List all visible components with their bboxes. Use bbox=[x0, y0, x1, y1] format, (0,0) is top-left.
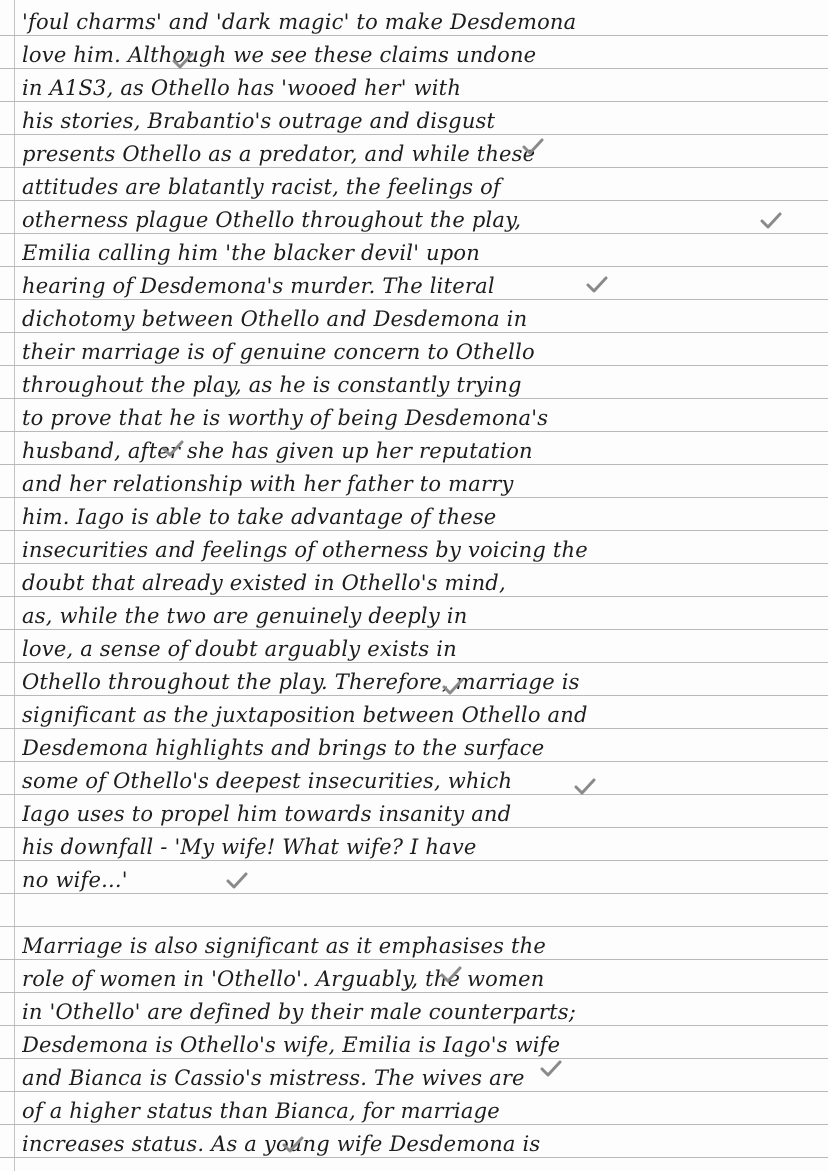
text-line-12: throughout the play, as he is constantly trying bbox=[22, 373, 522, 397]
text-line-23: Desdemona highlights and brings to the surface bbox=[22, 736, 545, 760]
check-mark-icon bbox=[540, 1060, 562, 1078]
text-line-26: his downfall - 'My wife! What wife? I have bbox=[22, 835, 477, 859]
text-line-10: dichotomy between Othello and Desdemona in bbox=[22, 307, 528, 331]
text-line-5: presents Othello as a predator, and while these bbox=[22, 142, 536, 166]
text-line-29: Marriage is also significant as it emphasises the bbox=[22, 934, 546, 958]
text-line-3: in A1S3, as Othello has 'wooed her' with bbox=[22, 76, 462, 100]
check-mark-icon bbox=[586, 276, 608, 294]
check-mark-icon bbox=[760, 212, 782, 230]
text-line-1: 'foul charms' and 'dark magic' to make Desdemona bbox=[22, 10, 577, 34]
margin-line bbox=[14, 0, 15, 1171]
text-line-25: Iago uses to propel him towards insanity and bbox=[22, 802, 512, 826]
check-mark-icon bbox=[522, 138, 544, 156]
text-line-28 bbox=[22, 897, 822, 929]
check-mark-icon bbox=[574, 778, 596, 796]
text-line-35: increases status. As a young wife Desdemona is bbox=[22, 1132, 541, 1156]
text-line-8: Emilia calling him 'the blacker devil' upon bbox=[22, 241, 480, 265]
text-line-21: Othello throughout the play. Therefore, marriage is bbox=[22, 670, 580, 694]
text-line-15: and her relationship with her father to marry bbox=[22, 472, 514, 496]
text-line-19: as, while the two are genuinely deeply in bbox=[22, 604, 468, 628]
text-line-32: Desdemona is Othello's wife, Emilia is Iago's wife bbox=[22, 1033, 561, 1057]
text-line-7: otherness plague Othello throughout the play, bbox=[22, 208, 522, 232]
check-mark-icon bbox=[282, 1136, 304, 1154]
text-line-14: husband, after she has given up her reputation bbox=[22, 439, 533, 463]
text-line-6: attitudes are blatantly racist, the feelings of bbox=[22, 175, 501, 199]
text-line-13: to prove that he is worthy of being Desdemona's bbox=[22, 406, 549, 430]
text-line-34: of a higher status than Bianca, for marriage bbox=[22, 1099, 500, 1123]
text-line-22: significant as the juxtaposition between Othello and bbox=[22, 703, 588, 727]
check-mark-icon bbox=[172, 52, 194, 70]
text-line-4: his stories, Brabantio's outrage and disgust bbox=[22, 109, 496, 133]
text-line-2: love him. Although we see these claims undone bbox=[22, 43, 537, 67]
check-mark-icon bbox=[162, 440, 184, 458]
text-line-31: in 'Othello' are defined by their male counterparts; bbox=[22, 1000, 577, 1024]
check-mark-icon bbox=[442, 678, 464, 696]
text-line-24: some of Othello's deepest insecurities, which bbox=[22, 769, 513, 793]
text-line-33: and Bianca is Cassio's mistress. The wives are bbox=[22, 1066, 525, 1090]
text-line-17: insecurities and feelings of otherness by voicing the bbox=[22, 538, 588, 562]
text-line-27: no wife...' bbox=[22, 868, 128, 892]
text-line-9: hearing of Desdemona's murder. The literal bbox=[22, 274, 495, 298]
text-line-20: love, a sense of doubt arguably exists in bbox=[22, 637, 457, 661]
check-mark-icon bbox=[440, 966, 462, 984]
text-line-18: doubt that already existed in Othello's mind, bbox=[22, 571, 506, 595]
text-line-16: him. Iago is able to take advantage of these bbox=[22, 505, 497, 529]
text-line-30: role of women in 'Othello'. Arguably, the women bbox=[22, 967, 545, 991]
text-line-11: their marriage is of genuine concern to Othello bbox=[22, 340, 535, 364]
check-mark-icon bbox=[226, 872, 248, 890]
